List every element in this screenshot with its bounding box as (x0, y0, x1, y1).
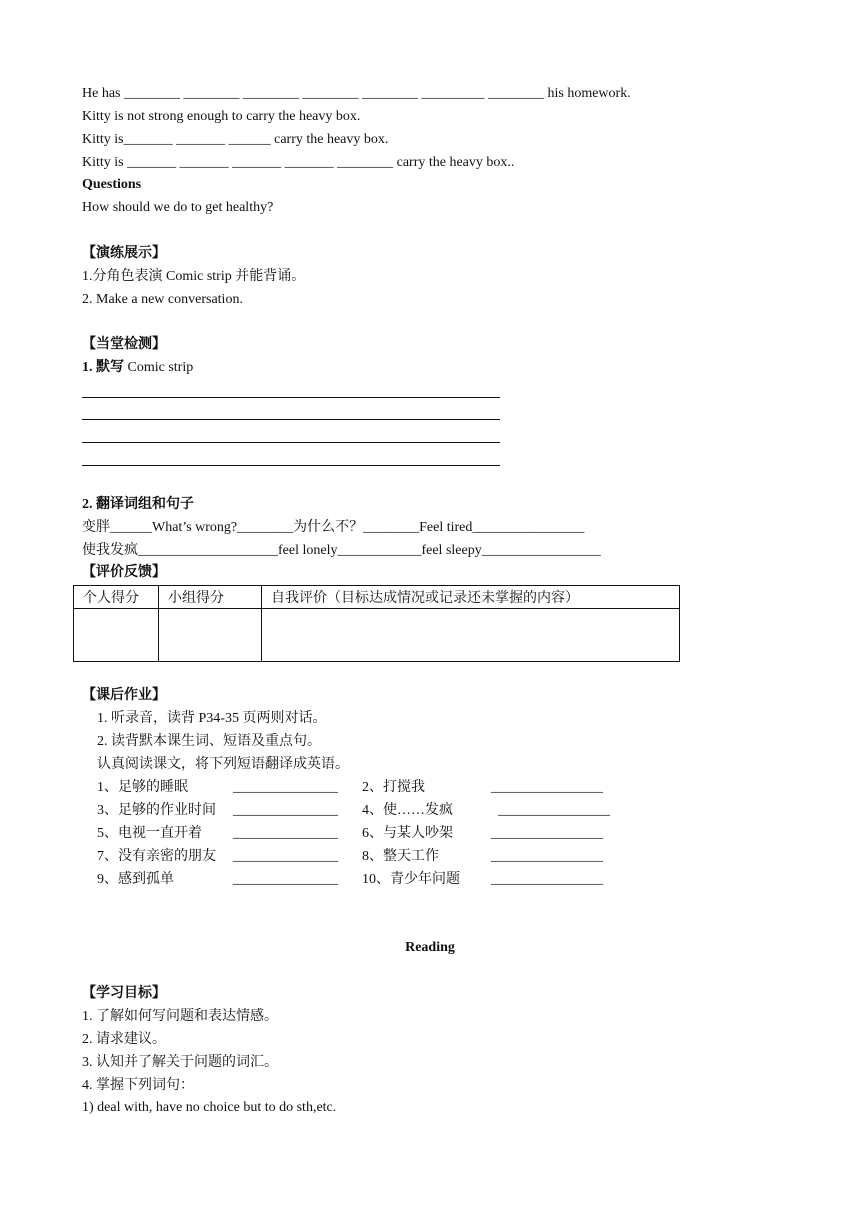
evaluation-cell-self[interactable] (262, 609, 680, 662)
evaluation-header-row (74, 586, 680, 609)
phrase-left: 5、电视一直开着 (97, 826, 202, 841)
evaluation-heading: 【评价反馈】 (82, 565, 166, 580)
writing-line[interactable] (82, 442, 500, 443)
phrase-right: 6、与某人吵架 (362, 826, 453, 841)
writing-line[interactable] (82, 397, 500, 398)
phrase-left: 7、没有亲密的朋友 (97, 849, 216, 864)
homework-item-1: 1. 听录音，读背 P34-35 页两则对话。 (97, 711, 327, 726)
phrase-left: 3、足够的作业时间 (97, 803, 216, 818)
phrase-right-blank[interactable]: ________________ (491, 872, 603, 887)
evaluation-cell-individual[interactable] (74, 609, 159, 662)
phrase-right-blank[interactable]: ________________ (491, 849, 603, 864)
evaluation-entry-row (74, 609, 680, 662)
evaluation-cell-group[interactable] (159, 609, 262, 662)
check-item-1-rest: Comic strip (124, 360, 194, 375)
practice-item-1: 1.分角色表演 Comic strip 并能背诵。 (82, 269, 306, 284)
phrase-left-blank[interactable]: _______________ (233, 803, 338, 818)
exercise-line-1: He has ________ ________ ________ ________ ________ _________ ________ his homework. (82, 86, 631, 101)
check-item-1 (82, 360, 193, 376)
check-item-1-label: 默写 (96, 360, 124, 375)
goals-heading: 【学习目标】 (82, 986, 166, 1001)
check-heading: 【当堂检测】 (82, 337, 166, 352)
evaluation-col-group: 小组得分 (159, 586, 262, 609)
exercise-line-3: Kitty is_______ _______ ______ carry the heavy box. (82, 132, 389, 147)
practice-item-2: 2. Make a new conversation. (82, 292, 243, 307)
evaluation-table (73, 585, 680, 662)
goal-4: 4. 掌握下列词句： (82, 1078, 194, 1093)
phrase-left-blank[interactable]: _______________ (233, 826, 338, 841)
homework-item-2: 2. 读背默本课生词、短语及重点句。 (97, 734, 321, 749)
practice-heading: 【演练展示】 (82, 246, 166, 261)
phrase-right: 10、青少年问题 (362, 872, 460, 887)
phrase-right-blank[interactable]: ________________ (498, 803, 610, 818)
goal-2: 2. 请求建议。 (82, 1032, 166, 1047)
phrase-left-blank[interactable]: _______________ (233, 849, 338, 864)
translation-line-1: 变胖______What’s wrong?________为什么不？________Feel tired________________ (82, 520, 585, 535)
goal-1: 1. 了解如何写问题和表达情感。 (82, 1009, 278, 1024)
evaluation-col-self: 自我评价（目标达成情况或记录还未掌握的内容） (262, 586, 680, 609)
check-item-1-number: 1. (82, 360, 96, 375)
phrase-right: 2、打搅我 (362, 780, 425, 795)
phrase-right: 8、整天工作 (362, 849, 439, 864)
question-1: How should we do to get healthy? (82, 200, 274, 215)
exercise-line-2: Kitty is not strong enough to carry the heavy box. (82, 109, 361, 124)
goal-3: 3. 认知并了解关于问题的词汇。 (82, 1055, 278, 1070)
phrase-left: 9、感到孤单 (97, 872, 174, 887)
homework-intro: 认真阅读课文，将下列短语翻译成英语。 (97, 757, 349, 772)
goal-5: 1) deal with, have no choice but to do sth,etc. (82, 1100, 337, 1115)
reading-title: Reading (405, 940, 455, 955)
phrase-right-blank[interactable]: ________________ (491, 780, 603, 795)
check-item-2: 2. 翻译词组和句子 (82, 497, 194, 512)
phrase-right: 4、使……发疯 (362, 803, 453, 818)
phrase-right-blank[interactable]: ________________ (491, 826, 603, 841)
phrase-left: 1、足够的睡眠 (97, 780, 188, 795)
phrase-left-blank[interactable]: _______________ (233, 780, 338, 795)
exercise-line-4: Kitty is _______ _______ _______ _______ ________ carry the heavy box.. (82, 155, 515, 170)
homework-heading: 【课后作业】 (82, 688, 166, 703)
evaluation-col-individual: 个人得分 (74, 586, 159, 609)
translation-line-2: 使我发疯____________________feel lonely____________feel sleepy_________________ (82, 543, 601, 558)
writing-line[interactable] (82, 419, 500, 420)
phrase-left-blank[interactable]: _______________ (233, 872, 338, 887)
questions-heading: Questions (82, 177, 142, 192)
writing-line[interactable] (82, 465, 500, 466)
